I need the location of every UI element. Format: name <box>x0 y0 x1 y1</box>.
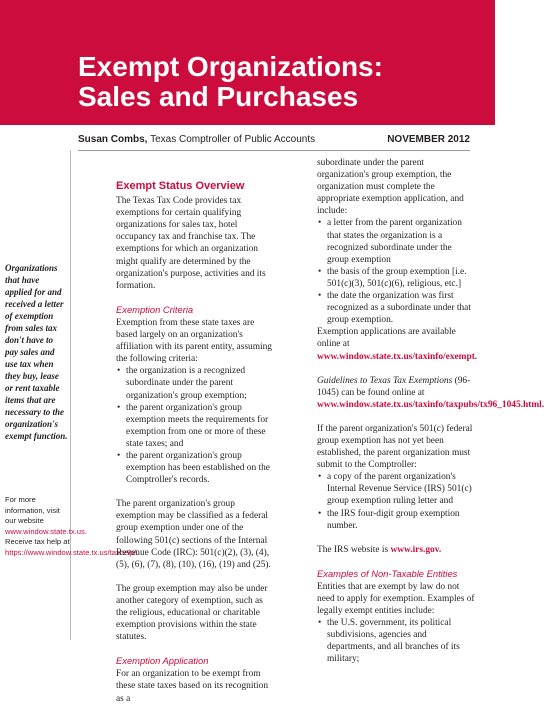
list-item: • the U.S. government, its political subdivisions, agencies and departments, and all branches of its military; <box>327 617 475 665</box>
irs-link[interactable]: www.irs.gov. <box>390 544 442 555</box>
list-item: • the date the organization was first recognized as a subordinate under that group exemption. <box>327 290 475 326</box>
page-title: Exempt Organizations: Sales and Purchases <box>78 51 383 112</box>
list-item: • the parent organization's group exemption has been established on the Comptroller's records. <box>126 450 274 486</box>
overview-text: The Texas Tax Code provides tax exemptions for certain qualifying organizations for sales tax, hotel occupancy tax and franchise tax. The exemptions for which an organization might qualify are determined by the organization's purpose, activities and its formation. <box>116 196 266 291</box>
irs-website: The IRS website is www.irs.gov. <box>317 544 442 555</box>
parent-exemption-text: The parent organization's group exemption may be classified as a federal group exemption under one of the following 501(c) sections of the Internal Revenue Code (IRC): 501(c)(2), (3), (4), (5), (6), (7), (8), (10), (16), (19) and (25). <box>116 499 271 570</box>
examples-heading: Examples of Non-Taxable Entities <box>317 567 458 579</box>
title-banner <box>0 0 495 125</box>
criteria-text: Exemption from these state taxes are based largely on an organization's affiliation with its parent entity, assuming the following criteria: <box>116 317 272 365</box>
author-title: Texas Comptroller of Public Accounts <box>147 134 316 145</box>
website-link[interactable]: www.window.state.tx.us. <box>5 526 87 536</box>
more-info-text: For more information, visit our website <box>5 495 60 525</box>
header-divider <box>78 150 470 151</box>
column-2 <box>317 157 544 678</box>
guidelines-link[interactable]: www.window.state.tx.us/taxinfo/taxpubs/tx96_1045.html. <box>317 399 544 410</box>
list-item: • the organization is a recognized subordinate under the parent organization's group exemption; <box>126 365 274 401</box>
guidelines-para: Guidelines to Texas Tax Exemptions (96-1045) can be found online at www.window.state.tx.us/taxinfo/taxpubs/tx96_1045.html. <box>317 375 544 410</box>
list-item: • a copy of the parent organization's Internal Revenue Service (IRS) 501(c) group exemption ruling letter and <box>327 471 475 507</box>
exempt-link[interactable]: www.window.state.tx.us/taxinfo/exempt. <box>317 351 478 362</box>
group-exemption-text: The group exemption may also be under another category of exemption, such as the religious, educational or charitable exemption provisions within the state statutes. <box>116 583 268 643</box>
list-item: • the parent organization's group exemption meets the requirements for exemption from one or more of these state taxes; and <box>126 402 274 450</box>
overview-heading: Exempt Status Overview <box>116 180 245 192</box>
list-item: • the basis of the group exemption [i.e. 501(c)(3), 501(c)(6), religious, etc.] <box>327 266 475 290</box>
examples-list <box>317 617 475 665</box>
continued-text: subordinate under the parent organization's group exemption, the organization must complete the appropriate exemption application, and include: <box>317 158 464 217</box>
column-1 <box>116 180 274 717</box>
taxhelp-link[interactable]: https://www.window.state.tx.us/taxhelp/. <box>5 547 139 557</box>
guidelines-title: Guidelines to Texas Tax Exemptions <box>317 375 453 386</box>
list-item: • the IRS four-digit group exemption number. <box>327 508 475 532</box>
application-heading: Exemption Application <box>116 655 209 667</box>
sidebar-pullquote: Organizations that have applied for and received a letter of exemption from sales tax don't have to pay sales and use tax when they buy, lease or rent taxable items that are necessary to the organization's exempt function. <box>5 263 68 441</box>
help-text: Receive tax help at <box>5 537 70 546</box>
publication-date: NOVEMBER 2012 <box>387 134 470 145</box>
applications-available: Exemption applications are available online at www.window.state.tx.us/taxinfo/exempt. <box>317 327 478 362</box>
criteria-list <box>116 365 274 486</box>
author-byline <box>78 134 315 145</box>
application-text: For an organization to be exempt from these state taxes based on its recognition as a <box>116 669 269 704</box>
more-info-box <box>5 495 139 558</box>
examples-text: Entities that are exempt by law do not need to apply for exemption. Examples of legally exempt entities include: <box>317 581 475 617</box>
not-established-text: If the parent organization's 501(c) federal group exemption has not yet been established, the parent organization must submit to the Comptroller: <box>317 423 473 471</box>
requirements-list <box>317 217 475 326</box>
author-name: Susan Combs, <box>78 134 148 145</box>
submission-list <box>317 471 475 531</box>
list-item: • a letter from the parent organization that states the organization is a recognized subordinate under the group exemption <box>327 217 475 265</box>
criteria-heading: Exemption Criteria <box>116 303 194 315</box>
